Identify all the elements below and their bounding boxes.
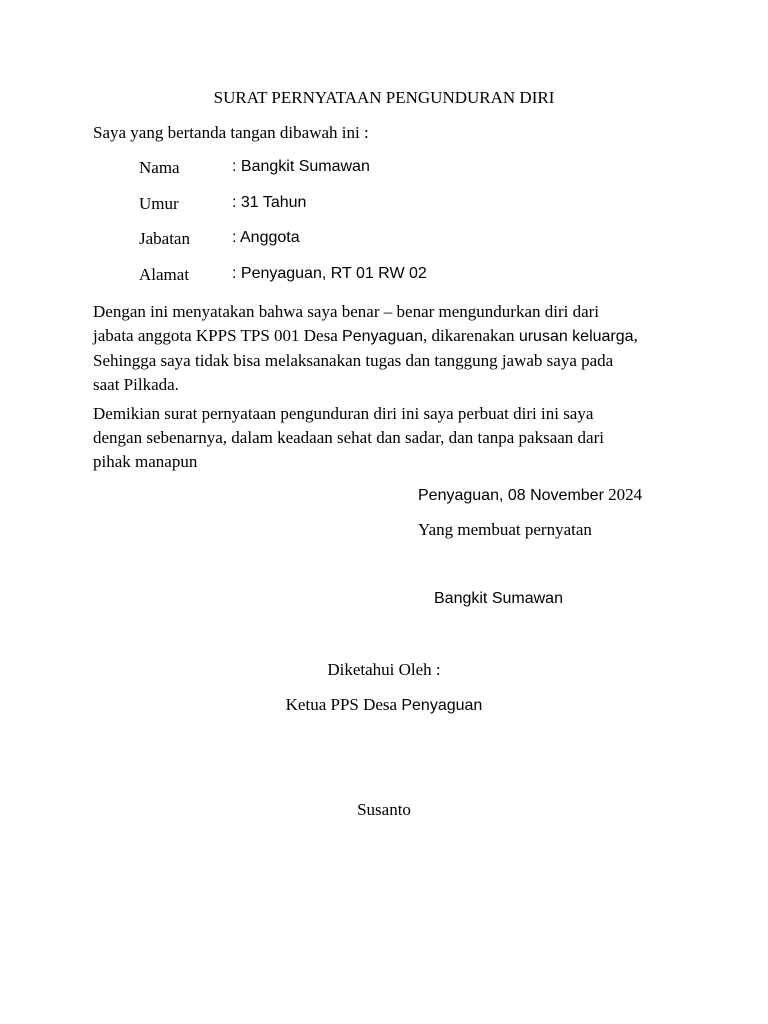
paragraph-text: ,	[633, 326, 638, 345]
signer-caption: Yang membuat pernyatan	[418, 520, 592, 539]
paragraph-line: Demikian surat pernyataan pengunduran diri ini saya perbuat diri ini saya	[93, 404, 594, 423]
field-label: Nama	[139, 158, 180, 177]
paragraph-text: , dikarenakan	[422, 326, 519, 345]
field-value: : Penyaguan, RT 01 RW 02	[232, 265, 427, 282]
paragraph-line: dengan sebenarnya, dalam keadaan sehat dan sadar, dan tanpa paksaan dari	[93, 428, 604, 447]
document-title: SURAT PERNYATAAN PENGUNDURAN DIRI	[213, 88, 555, 107]
paragraph-line: saat Pilkada.	[93, 375, 179, 394]
intro-text: Saya yang bertanda tangan dibawah ini :	[93, 123, 369, 142]
closing-paragraph	[93, 402, 673, 474]
paragraph-line: Sehingga saya tidak bisa melaksanakan tugas dan tanggung jawab saya pada	[93, 351, 614, 370]
acknowledged-label: Diketahui Oleh :	[327, 660, 441, 679]
paragraph-text: jabata anggota KPPS TPS 001 Desa	[93, 326, 343, 345]
place-date	[418, 485, 642, 505]
statement-paragraph	[93, 300, 673, 397]
chief-title	[0, 695, 768, 715]
field-value: : Bangkit Sumawan	[232, 158, 370, 175]
chief-title-text: Ketua PPS Desa	[285, 695, 402, 714]
field-label: Umur	[139, 194, 179, 213]
field-value: : 31 Tahun	[232, 194, 307, 211]
place-date-text: Penyaguan, 08 November	[418, 487, 604, 504]
field-label: Alamat	[139, 265, 190, 284]
chief-village: Penyaguan	[401, 697, 483, 714]
village-name: Penyaguan	[342, 328, 423, 345]
paragraph-line: Dengan ini menyatakan bahwa saya benar – benar mengundurkan diri dari	[93, 302, 600, 321]
chief-name: Susanto	[357, 800, 411, 819]
signer-name: Bangkit Sumawan	[434, 590, 563, 607]
place-date-year: 2024	[603, 485, 643, 504]
field-label: Jabatan	[139, 229, 190, 248]
reason-text: urusan keluarga	[518, 328, 634, 345]
paragraph-line	[93, 324, 673, 349]
paragraph-line: pihak manapun	[93, 452, 198, 471]
field-value: : Anggota	[232, 229, 300, 246]
